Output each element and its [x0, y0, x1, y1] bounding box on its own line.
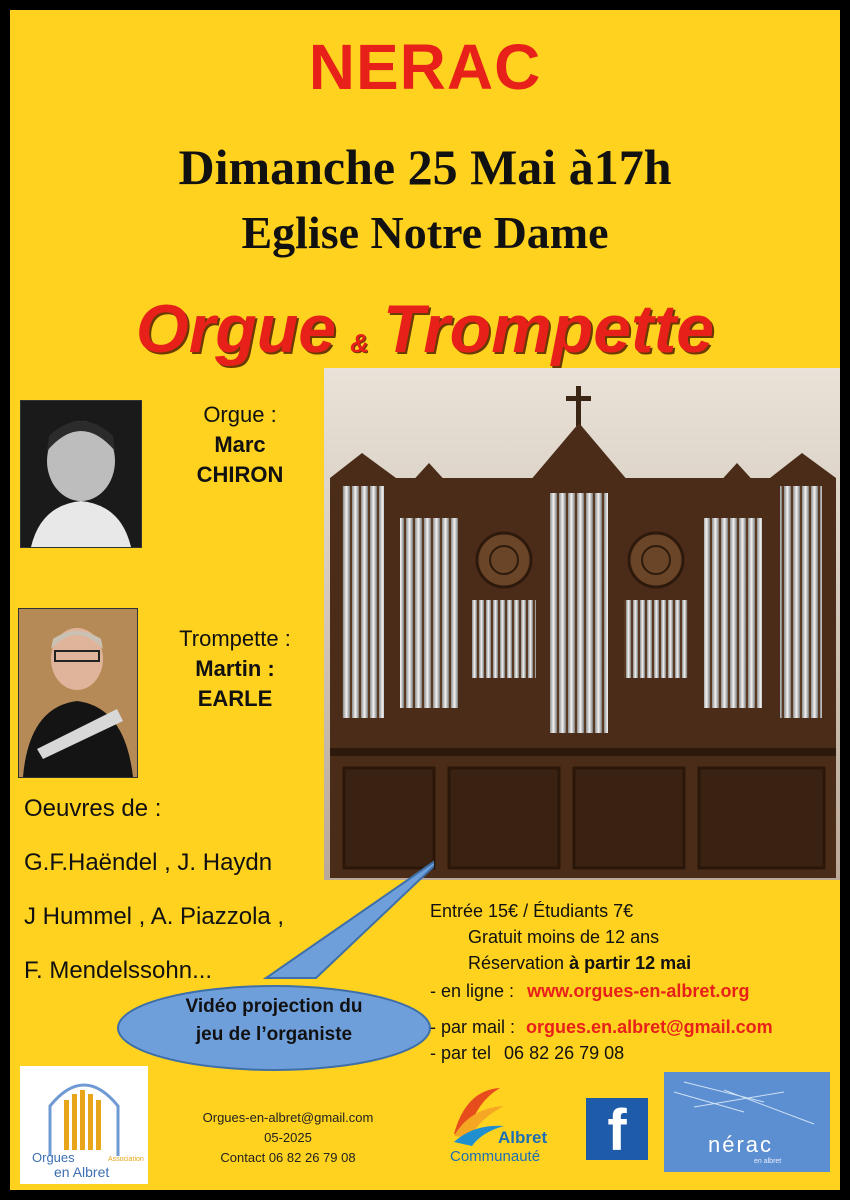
nerac-logo-text: nérac: [708, 1132, 774, 1157]
orgues-en-albret-logo: [20, 1066, 148, 1184]
organist-role: Orgue :: [203, 402, 277, 427]
trumpeter-photo: [18, 608, 138, 778]
reservation-line: [430, 950, 830, 976]
email-link[interactable]: orgues.en.albret@gmail.com: [526, 1017, 773, 1037]
organist-first-name: Marc: [214, 432, 266, 457]
works-line: G.F.Haëndel , J. Haydn: [24, 849, 273, 876]
reservation-date: à partir 12 mai: [569, 953, 692, 973]
bubble-text: [114, 993, 434, 1049]
organist-info: [160, 402, 320, 488]
tel-number: 06 82 26 79 08: [504, 1043, 625, 1063]
works-heading: Oeuvres de :: [24, 795, 162, 822]
footer-phone: Contact 06 82 26 79 08: [220, 1150, 356, 1165]
footer-contact: [178, 1108, 398, 1168]
trumpeter-last-name: EARLE: [197, 686, 273, 711]
footer-email: Orgues-en-albret@gmail.com: [202, 1110, 374, 1125]
trumpeter-first-name: Martin :: [195, 656, 275, 681]
tel-label: - par tel: [430, 1043, 492, 1063]
bubble-line-1: Vidéo projection du: [185, 996, 363, 1017]
footer-edition: 05-2025: [264, 1130, 312, 1145]
online-line: [430, 978, 830, 1004]
free-line: Gratuit moins de 12 ans: [468, 927, 660, 947]
event-venue: Eglise Notre Dame: [241, 207, 609, 258]
albret-text-1: Albret: [498, 1128, 548, 1147]
bubble-line-2: jeu de l’organiste: [195, 1024, 353, 1045]
concert-title: [10, 290, 840, 368]
trumpeter-info: [150, 626, 320, 712]
mail-label: - par mail :: [430, 1017, 516, 1037]
online-label: - en ligne :: [430, 981, 515, 1001]
tel-line: [430, 1040, 830, 1066]
video-bubble: [114, 850, 434, 1074]
event-date: Dimanche 25 Mai à17h: [178, 139, 672, 195]
organ-photo: [324, 368, 840, 880]
works-line: J Hummel , A. Piazzola ,: [24, 903, 285, 930]
works-line: F. Mendelssohn...: [24, 957, 213, 984]
facebook-letter: f: [607, 1098, 627, 1163]
albret-text-2: Communauté: [450, 1148, 541, 1165]
trumpeter-role: Trompette :: [179, 626, 291, 651]
website-link[interactable]: www.orgues-en-albret.org: [527, 981, 750, 1001]
price-line: Entrée 15€ / Étudiants 7€: [430, 901, 634, 921]
title-ampersand: &: [350, 328, 369, 358]
title-trompette: Trompette: [382, 291, 715, 367]
mail-line: [430, 1014, 830, 1040]
reservation-prefix: Réservation: [468, 953, 570, 973]
nerac-logo-small: en albret: [754, 1158, 782, 1165]
orgues-logo-small: Association: [108, 1156, 144, 1163]
albret-communaute-logo: [440, 1084, 570, 1174]
nerac-logo: [664, 1072, 830, 1172]
concert-poster: [10, 10, 840, 1190]
ticket-info: [430, 898, 830, 1066]
city-heading: NERAC: [308, 31, 542, 103]
facebook-icon[interactable]: [586, 1098, 648, 1163]
orgues-logo-text-2: en Albret: [54, 1164, 110, 1180]
title-orgue: Orgue: [135, 291, 337, 367]
orgues-logo-text-1: Orgues: [32, 1150, 75, 1165]
organist-photo: [20, 400, 142, 548]
organist-last-name: CHIRON: [196, 462, 284, 487]
